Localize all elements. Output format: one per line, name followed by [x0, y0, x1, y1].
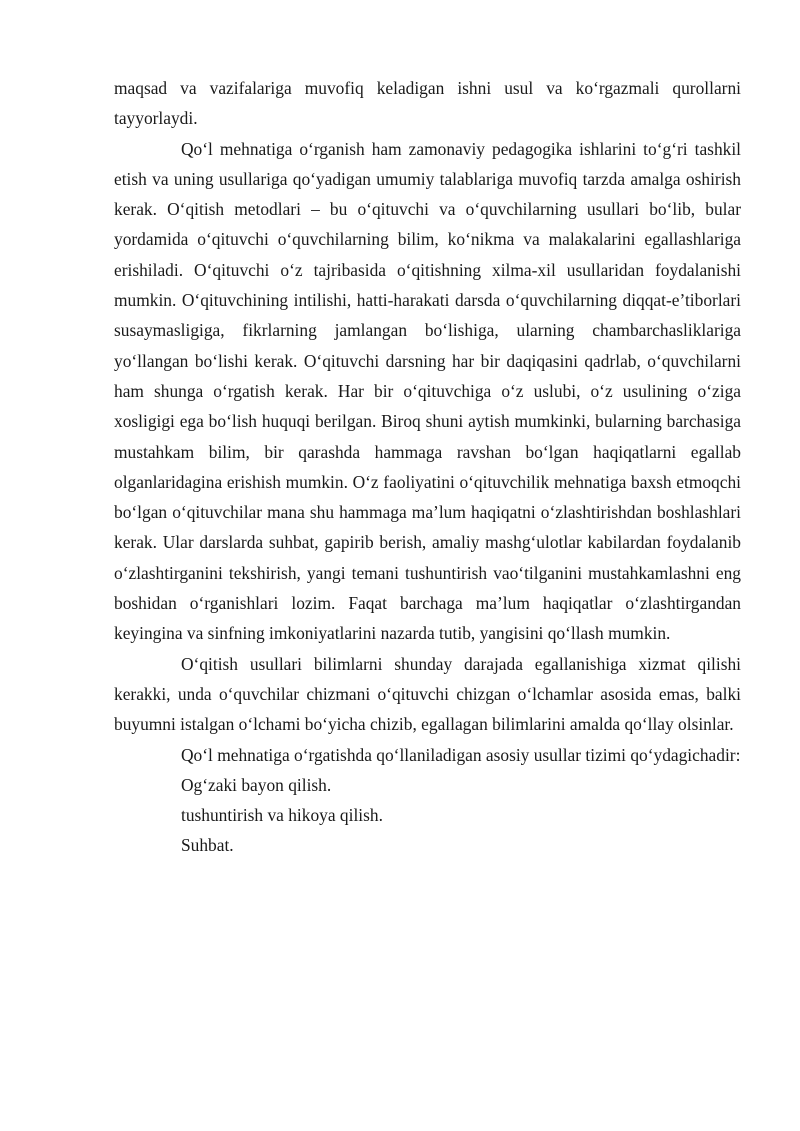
paragraph-methods-system: Qo‘l mehnatiga o‘rgatishda qo‘llaniladigan asosiy usullar tizimi qo‘ydagichadir: [181, 744, 741, 765]
paragraph-knowledge-application: O‘qitish usullari bilimlarni shunday darajada egallanishiga xizmat qilishi kerakki, unda o‘quvchilar chizmani o‘qituvchi chizgan o‘lchamlar asosida emas, balki buyumni istalgan o‘lchami bo‘yicha chizib, egallagan bilimlarini amalda qo‘llay olsinlar. [114, 653, 741, 735]
list-item: tushuntirish va hikoya qilish. [181, 805, 383, 826]
document-page [114, 73, 741, 861]
paragraph-teaching-methods: Qo‘l mehnatiga o‘rganish ham zamonaviy pedagogika ishlarini to‘g‘ri tashkil etish va uning usullariga qo‘yadigan umumiy talablariga muvofiq tarzda amalga oshirish kerak. O‘qitish metodlari – bu o‘qituvchi va o‘quvchilarning usullari bo‘lib, bular yordamida o‘qituvchi o‘quvchilarning bilim, ko‘nikma va malakalarini egallashlariga erishiladi. O‘qituvchi o‘z tajribasida o‘qitishning xilma-xil usullaridan foydalanishi mumkin. O‘qituvchining intilishi, hatti-harakati darsda o‘quvchilarning diqqat-e’tiborlari susaymasligiga, fikrlarning jamlangan bo‘lishiga, ularning chambarchasliklariga yo‘llangan bo‘lishi kerak. O‘qituvchi darsning har bir daqiqasini qadrlab, o‘quvchilarni ham shunga o‘rgatish kerak. Har bir o‘qituvchiga o‘z uslubi, o‘z usulining o‘ziga xosligigi ega bo‘lish huquqi berilgan. Biroq shuni aytish mumkinki, bularning barchasiga mustahkam bilim, bir qarashda hammaga ravshan bo‘lgan haqiqatlarni egallab olganlaridagina erishish mumkin. O‘z faoliyatini o‘qituvchilik mehnatiga baxsh etmoqchi bo‘lgan o‘qituvchilar mana shu hammaga ma’lum haqiqatni o‘zlashtirishdan boshlashlari kerak. Ular darslarda suhbat, gapirib berish, amaliy mashg‘ulotlar kabilardan foydalanib o‘zlashtirganini tekshirish, yangi temani tushuntirish vao‘tilganini mustahkamlashni eng boshidan o‘rganishlari lozim. Faqat barchaga ma’lum haqiqatlar o‘zlashtirgandan keyingina va sinfning imkoniyatlarini nazarda tutib, yangisini qo‘llash mumkin. [114, 138, 741, 644]
methods-list [114, 770, 741, 861]
list-item: Og‘zaki bayon qilish. [181, 774, 332, 795]
list-item: Suhbat. [181, 835, 234, 856]
paragraph-continuation: maqsad va vazifalariga muvofiq keladigan ishni usul va ko‘rgazmali qurollarni tayyorlaydi. [114, 78, 741, 129]
